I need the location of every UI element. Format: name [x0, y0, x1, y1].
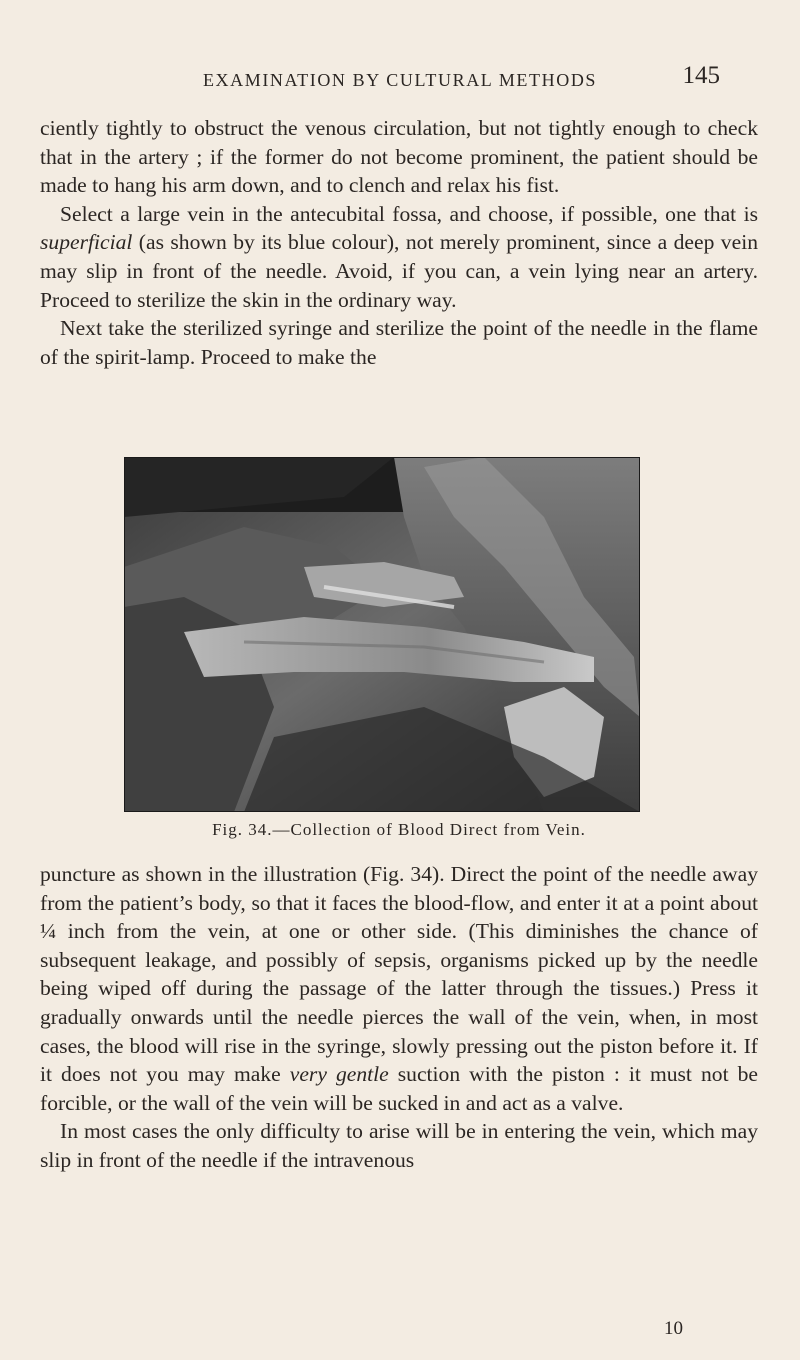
paragraph: In most cases the only difficulty to arise will be in entering the vein, which may slip in front of the needle if the intravenous	[40, 1119, 758, 1172]
text-block-bottom	[40, 860, 758, 1175]
page-number: 145	[682, 62, 720, 89]
blood-collection-photo	[124, 457, 640, 812]
figure-photograph	[124, 457, 640, 812]
emphasis: very gentle	[289, 1062, 389, 1087]
emphasis: superficial	[40, 230, 133, 255]
paragraph: Select a large vein in the antecubital fossa, and choose, if possible, one that is superficial (as shown by its blue colour), not merely prominent, since a deep vein may slip in front of the needle. Avoid, if you can, a vein lying near an artery. Proceed to sterilize the skin in the ordinary way.	[40, 201, 758, 312]
text-block-top	[40, 114, 758, 371]
running-head	[40, 62, 760, 102]
paragraph: puncture as shown in the illustration (Fig. 34). Direct the point of the needle away from the patient’s body, so that it faces the blood-flow, and enter it at a point about ¼ inch from the vein, at one or other side. (This diminishes the chance of subsequent leakage, and possibly of sepsis, organisms picked up by the needle being wiped off during the passage of the latter through the tissues.) Press it gradually onwards until the needle pierces the wall of the vein, when, in most cases, the blood will rise in the syringe, slowly pressing out the piston before it. If it does not you may make very gentle suction with the piston : it must not be forcible, or the wall of the vein will be sucked in and act as a valve.	[40, 862, 758, 1115]
figure-caption: Fig. 34.—Collection of Blood Direct from Vein.	[212, 820, 586, 839]
paragraph: Next take the sterilized syringe and sterilize the point of the needle in the flame of the spirit-lamp. Proceed to make the	[40, 316, 758, 369]
running-title: EXAMINATION BY CULTURAL METHODS	[202, 70, 598, 90]
signature-mark: 10	[664, 1318, 683, 1339]
paragraph: ciently tightly to obstruct the venous circulation, but not tightly enough to check that in the artery ; if the former do not become prominent, the patient should be made to hang his arm down, and to clench and relax his fist.	[40, 116, 758, 198]
